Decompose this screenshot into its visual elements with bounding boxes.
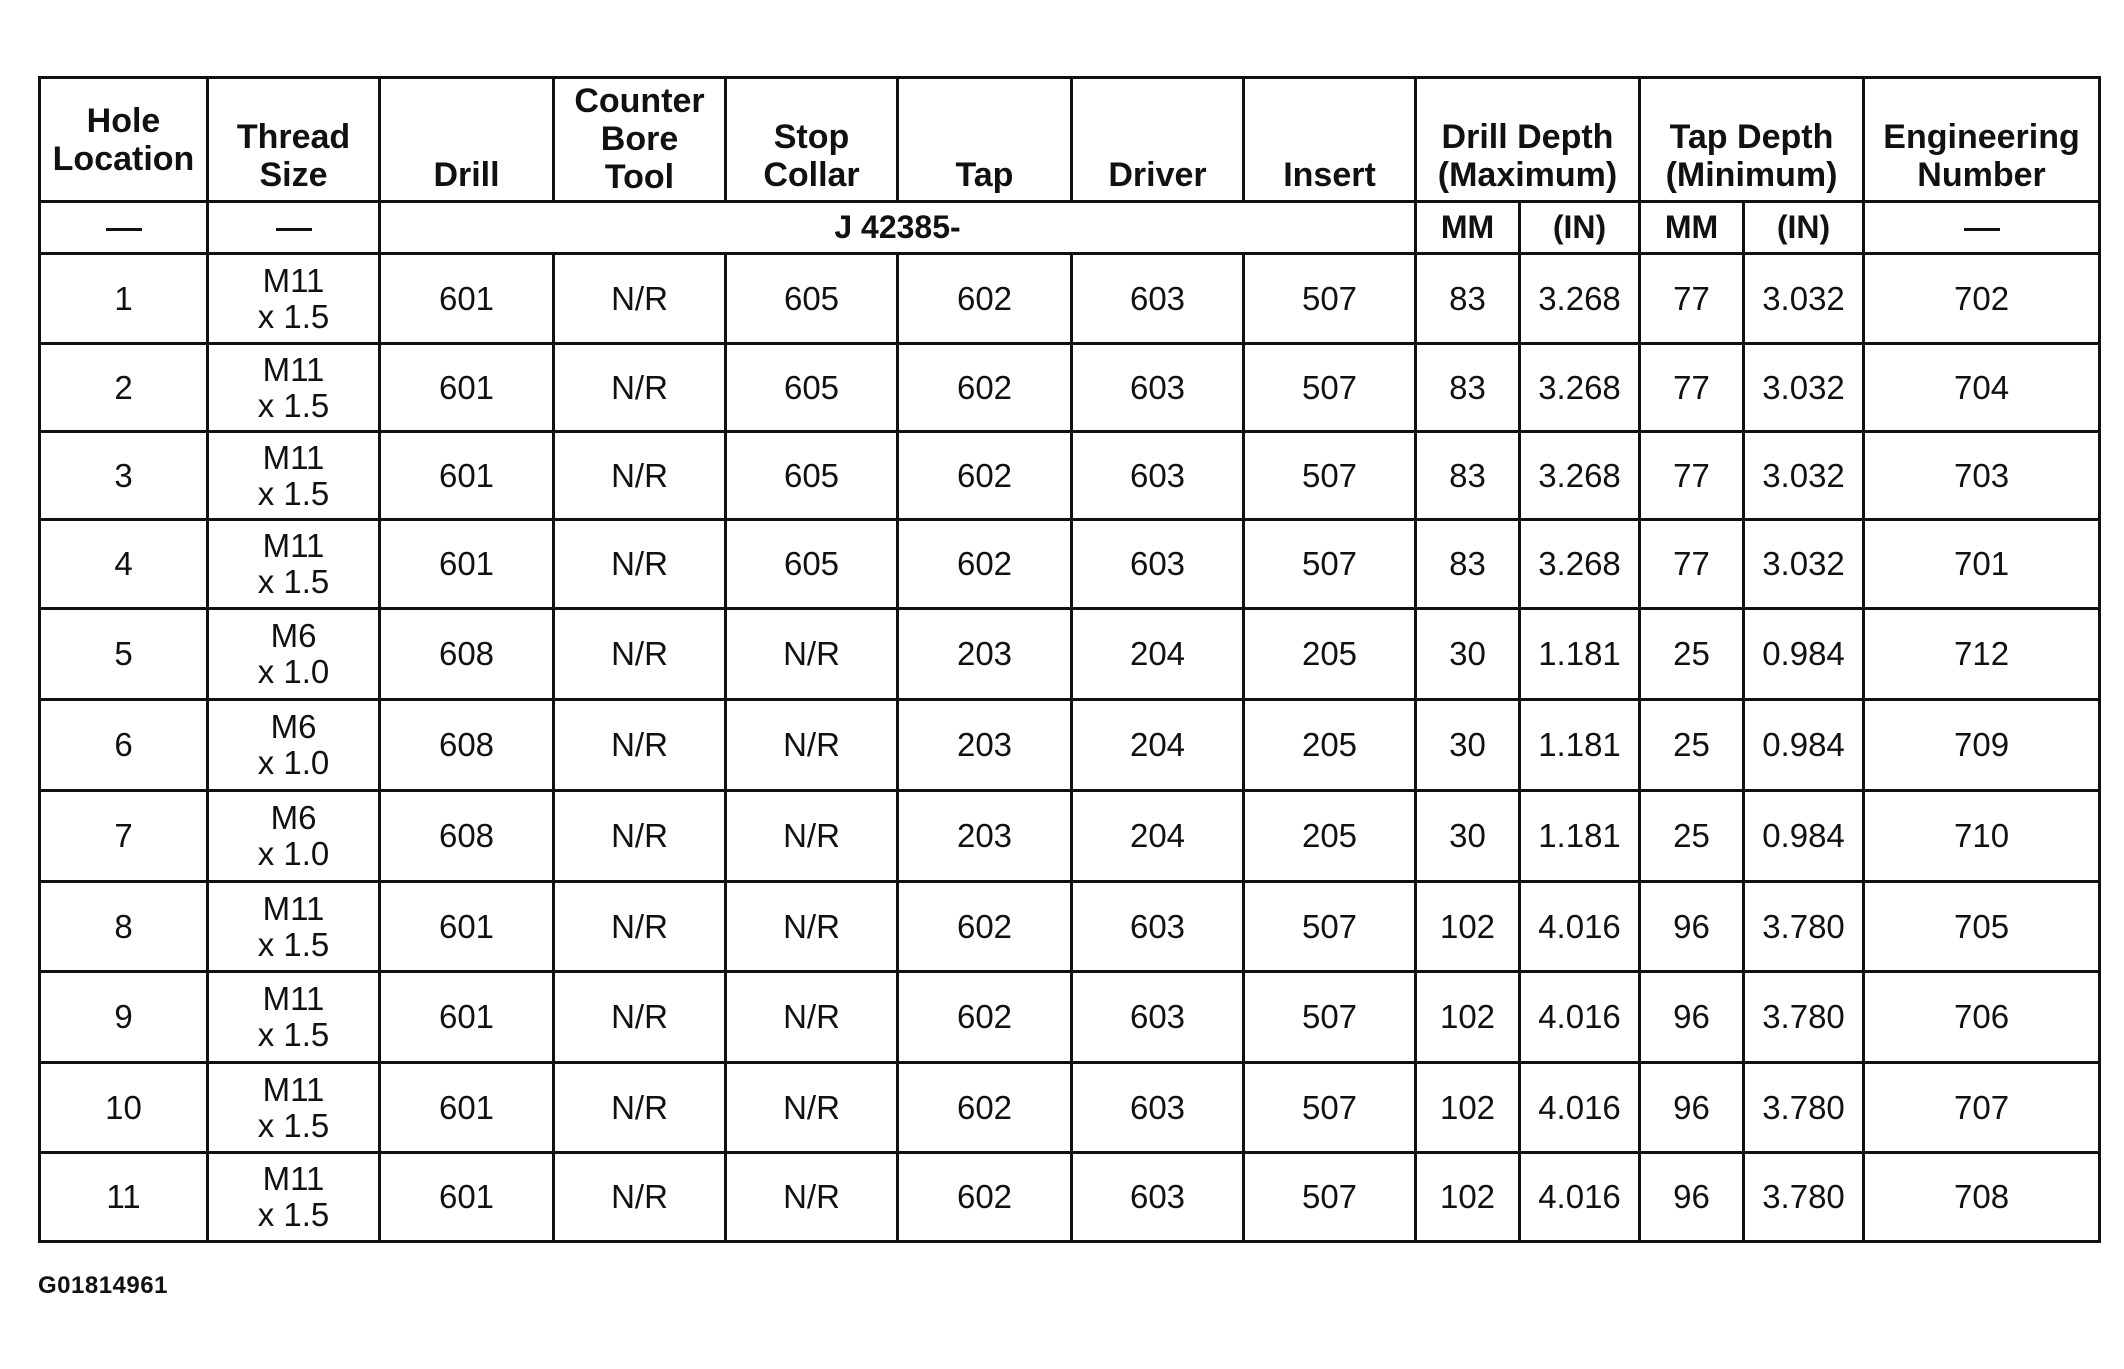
cell-counter-bore-tool: N/R xyxy=(554,520,726,609)
cell-drill-depth-in: 3.268 xyxy=(1520,520,1640,609)
cell-drill-depth-in: 4.016 xyxy=(1520,972,1640,1063)
cell-engineering-number: 706 xyxy=(1864,972,2100,1063)
cell-hole-location: 11 xyxy=(40,1153,208,1242)
cell-engineering-number: 703 xyxy=(1864,432,2100,520)
cell-tap-depth-in: 0.984 xyxy=(1744,791,1864,882)
cell-drill-depth-mm: 102 xyxy=(1416,882,1520,972)
cell-hole-location: 6 xyxy=(40,700,208,791)
cell-stop-collar: 605 xyxy=(726,344,898,432)
cell-engineering-number: 710 xyxy=(1864,791,2100,882)
cell-drill: 608 xyxy=(380,791,554,882)
thread-size-diameter: M6 xyxy=(270,708,317,745)
thread-size-diameter: M6 xyxy=(270,799,317,836)
table-row xyxy=(40,1153,2100,1242)
header-tap: Tap xyxy=(898,78,1072,202)
cell-thread-size xyxy=(208,1153,380,1242)
header-insert: Insert xyxy=(1244,78,1416,202)
thread-size-pitch: x 1.0 xyxy=(257,744,330,781)
cell-counter-bore-tool: N/R xyxy=(554,254,726,344)
cell-stop-collar: N/R xyxy=(726,882,898,972)
subheader-dash-eng xyxy=(1864,202,2100,254)
thread-size-pitch: x 1.5 xyxy=(257,297,330,335)
thread-size-pitch: x 1.5 xyxy=(257,386,330,424)
thread-size-pitch: x 1.5 xyxy=(257,925,330,963)
cell-drill-depth-mm: 83 xyxy=(1416,344,1520,432)
cell-engineering-number: 704 xyxy=(1864,344,2100,432)
header-driver: Driver xyxy=(1072,78,1244,202)
cell-driver: 204 xyxy=(1072,791,1244,882)
cell-tap: 602 xyxy=(898,254,1072,344)
cell-hole-location: 1 xyxy=(40,254,208,344)
table-row xyxy=(40,700,2100,791)
cell-tap-depth-mm: 96 xyxy=(1640,882,1744,972)
subheader-tap-in: (IN) xyxy=(1744,202,1864,254)
thread-size-diameter: M6 xyxy=(270,617,317,654)
cell-counter-bore-tool: N/R xyxy=(554,791,726,882)
thread-size-pitch: x 1.5 xyxy=(257,563,330,600)
thread-size-pitch: x 1.5 xyxy=(257,1196,330,1233)
cell-stop-collar: N/R xyxy=(726,700,898,791)
cell-tap-depth-mm: 96 xyxy=(1640,1153,1744,1242)
cell-tap-depth-in: 3.032 xyxy=(1744,344,1864,432)
cell-hole-location: 7 xyxy=(40,791,208,882)
thread-size-pitch: x 1.0 xyxy=(257,653,330,690)
cell-drill-depth-mm: 83 xyxy=(1416,254,1520,344)
cell-tap: 602 xyxy=(898,432,1072,520)
table-row xyxy=(40,520,2100,609)
cell-thread-size xyxy=(208,972,380,1063)
table-row xyxy=(40,882,2100,972)
cell-thread-size xyxy=(208,254,380,344)
cell-driver: 603 xyxy=(1072,882,1244,972)
cell-engineering-number: 709 xyxy=(1864,700,2100,791)
cell-engineering-number: 702 xyxy=(1864,254,2100,344)
cell-driver: 603 xyxy=(1072,344,1244,432)
header-counter-bore-tool: Counter Bore Tool xyxy=(554,78,726,202)
cell-drill: 608 xyxy=(380,700,554,791)
thread-size-diameter: M11 xyxy=(262,350,325,388)
cell-insert: 507 xyxy=(1244,254,1416,344)
header-drill-depth: Drill Depth (Maximum) xyxy=(1416,78,1640,202)
header-stop-collar: Stop Collar xyxy=(726,78,898,202)
subheader-tool-prefix: J 42385- xyxy=(380,202,1416,254)
thread-size-pitch: x 1.5 xyxy=(257,1106,330,1144)
table-row xyxy=(40,972,2100,1063)
cell-tap-depth-mm: 25 xyxy=(1640,609,1744,700)
cell-drill: 601 xyxy=(380,344,554,432)
header-row xyxy=(40,78,2100,202)
cell-tap: 203 xyxy=(898,609,1072,700)
cell-drill: 601 xyxy=(380,432,554,520)
cell-drill-depth-mm: 30 xyxy=(1416,791,1520,882)
cell-drill-depth-in: 3.268 xyxy=(1520,432,1640,520)
cell-tap-depth-mm: 77 xyxy=(1640,432,1744,520)
thread-size-pitch: x 1.5 xyxy=(257,1016,330,1053)
cell-tap-depth-mm: 96 xyxy=(1640,1063,1744,1153)
cell-hole-location: 2 xyxy=(40,344,208,432)
cell-tap: 203 xyxy=(898,791,1072,882)
cell-thread-size xyxy=(208,1063,380,1153)
header-tap-depth: Tap Depth (Minimum) xyxy=(1640,78,1864,202)
cell-drill: 601 xyxy=(380,1063,554,1153)
cell-counter-bore-tool: N/R xyxy=(554,609,726,700)
cell-hole-location: 8 xyxy=(40,882,208,972)
header-hole-location: Hole Location xyxy=(40,78,208,202)
cell-thread-size xyxy=(208,432,380,520)
cell-engineering-number: 705 xyxy=(1864,882,2100,972)
cell-drill: 601 xyxy=(380,882,554,972)
cell-drill-depth-in: 4.016 xyxy=(1520,882,1640,972)
cell-thread-size xyxy=(208,520,380,609)
cell-thread-size xyxy=(208,700,380,791)
cell-counter-bore-tool: N/R xyxy=(554,1153,726,1242)
cell-tap: 602 xyxy=(898,972,1072,1063)
cell-tap-depth-in: 3.780 xyxy=(1744,1063,1864,1153)
cell-insert: 507 xyxy=(1244,520,1416,609)
cell-stop-collar: 605 xyxy=(726,432,898,520)
cell-drill-depth-in: 1.181 xyxy=(1520,609,1640,700)
cell-drill: 601 xyxy=(380,254,554,344)
thread-size-diameter: M11 xyxy=(262,1070,325,1108)
cell-stop-collar: 605 xyxy=(726,520,898,609)
cell-counter-bore-tool: N/R xyxy=(554,972,726,1063)
cell-drill-depth-in: 4.016 xyxy=(1520,1063,1640,1153)
cell-stop-collar: N/R xyxy=(726,1063,898,1153)
cell-driver: 603 xyxy=(1072,1153,1244,1242)
thread-size-diameter: M11 xyxy=(262,527,325,564)
cell-tap-depth-in: 3.032 xyxy=(1744,432,1864,520)
cell-driver: 603 xyxy=(1072,520,1244,609)
cell-drill-depth-mm: 102 xyxy=(1416,1153,1520,1242)
cell-counter-bore-tool: N/R xyxy=(554,700,726,791)
cell-drill-depth-mm: 30 xyxy=(1416,700,1520,791)
cell-driver: 603 xyxy=(1072,1063,1244,1153)
cell-drill-depth-in: 4.016 xyxy=(1520,1153,1640,1242)
cell-insert: 507 xyxy=(1244,344,1416,432)
cell-tap-depth-in: 3.032 xyxy=(1744,254,1864,344)
thread-size-diameter: M11 xyxy=(262,438,325,476)
cell-tap-depth-mm: 77 xyxy=(1640,520,1744,609)
cell-hole-location: 3 xyxy=(40,432,208,520)
cell-drill-depth-in: 3.268 xyxy=(1520,254,1640,344)
subheader-row xyxy=(40,202,2100,254)
cell-insert: 205 xyxy=(1244,791,1416,882)
cell-driver: 603 xyxy=(1072,432,1244,520)
table-row xyxy=(40,1063,2100,1153)
thread-size-diameter: M11 xyxy=(262,980,325,1017)
cell-tap-depth-mm: 25 xyxy=(1640,700,1744,791)
cell-thread-size xyxy=(208,791,380,882)
dash-mark xyxy=(106,228,142,231)
cell-hole-location: 4 xyxy=(40,520,208,609)
cell-stop-collar: N/R xyxy=(726,972,898,1063)
cell-drill: 601 xyxy=(380,520,554,609)
cell-engineering-number: 707 xyxy=(1864,1063,2100,1153)
dash-mark xyxy=(276,228,312,231)
subheader-tap-mm: MM xyxy=(1640,202,1744,254)
cell-drill: 608 xyxy=(380,609,554,700)
cell-insert: 507 xyxy=(1244,882,1416,972)
cell-stop-collar: N/R xyxy=(726,791,898,882)
cell-insert: 507 xyxy=(1244,1063,1416,1153)
figure-id-caption: G01814961 xyxy=(38,1272,168,1299)
cell-counter-bore-tool: N/R xyxy=(554,1063,726,1153)
cell-tap-depth-mm: 77 xyxy=(1640,344,1744,432)
cell-tap: 602 xyxy=(898,1153,1072,1242)
cell-stop-collar: 605 xyxy=(726,254,898,344)
cell-drill-depth-in: 3.268 xyxy=(1520,344,1640,432)
cell-thread-size xyxy=(208,882,380,972)
spec-sheet xyxy=(38,76,2101,1243)
table-row xyxy=(40,609,2100,700)
cell-thread-size xyxy=(208,609,380,700)
cell-tap-depth-in: 0.984 xyxy=(1744,609,1864,700)
cell-tap-depth-mm: 96 xyxy=(1640,972,1744,1063)
cell-insert: 507 xyxy=(1244,432,1416,520)
cell-drill-depth-mm: 102 xyxy=(1416,972,1520,1063)
dash-mark xyxy=(1964,228,2000,231)
thread-size-pitch: x 1.5 xyxy=(257,474,330,512)
cell-drill: 601 xyxy=(380,972,554,1063)
cell-driver: 603 xyxy=(1072,254,1244,344)
cell-engineering-number: 712 xyxy=(1864,609,2100,700)
cell-drill-depth-mm: 102 xyxy=(1416,1063,1520,1153)
cell-tap: 203 xyxy=(898,700,1072,791)
table-row xyxy=(40,344,2100,432)
subheader-drill-mm: MM xyxy=(1416,202,1520,254)
cell-drill-depth-mm: 83 xyxy=(1416,520,1520,609)
cell-drill: 601 xyxy=(380,1153,554,1242)
cell-drill-depth-in: 1.181 xyxy=(1520,700,1640,791)
header-engineering-number: Engineering Number xyxy=(1864,78,2100,202)
header-thread-size: Thread Size xyxy=(208,78,380,202)
cell-counter-bore-tool: N/R xyxy=(554,882,726,972)
cell-engineering-number: 701 xyxy=(1864,520,2100,609)
cell-hole-location: 5 xyxy=(40,609,208,700)
cell-tap-depth-in: 3.780 xyxy=(1744,882,1864,972)
cell-driver: 603 xyxy=(1072,972,1244,1063)
subheader-drill-in: (IN) xyxy=(1520,202,1640,254)
thread-size-diameter: M11 xyxy=(262,261,325,299)
cell-insert: 507 xyxy=(1244,1153,1416,1242)
cell-tap: 602 xyxy=(898,882,1072,972)
cell-insert: 205 xyxy=(1244,609,1416,700)
cell-engineering-number: 708 xyxy=(1864,1153,2100,1242)
thread-size-pitch: x 1.0 xyxy=(257,835,330,872)
cell-drill-depth-mm: 30 xyxy=(1416,609,1520,700)
cell-tap-depth-mm: 77 xyxy=(1640,254,1744,344)
cell-tap-depth-in: 3.780 xyxy=(1744,972,1864,1063)
cell-tap-depth-in: 0.984 xyxy=(1744,700,1864,791)
hole-insert-table xyxy=(38,76,2101,1243)
cell-driver: 204 xyxy=(1072,609,1244,700)
cell-hole-location: 10 xyxy=(40,1063,208,1153)
cell-tap-depth-in: 3.032 xyxy=(1744,520,1864,609)
table-row xyxy=(40,254,2100,344)
subheader-dash-hole xyxy=(40,202,208,254)
cell-insert: 507 xyxy=(1244,972,1416,1063)
cell-stop-collar: N/R xyxy=(726,609,898,700)
cell-counter-bore-tool: N/R xyxy=(554,432,726,520)
thread-size-diameter: M11 xyxy=(262,889,325,927)
table-row xyxy=(40,791,2100,882)
cell-tap: 602 xyxy=(898,344,1072,432)
thread-size-diameter: M11 xyxy=(262,1160,325,1197)
cell-tap: 602 xyxy=(898,520,1072,609)
header-drill: Drill xyxy=(380,78,554,202)
cell-stop-collar: N/R xyxy=(726,1153,898,1242)
cell-thread-size xyxy=(208,344,380,432)
cell-tap-depth-mm: 25 xyxy=(1640,791,1744,882)
table-row xyxy=(40,432,2100,520)
cell-tap: 602 xyxy=(898,1063,1072,1153)
cell-hole-location: 9 xyxy=(40,972,208,1063)
cell-drill-depth-in: 1.181 xyxy=(1520,791,1640,882)
cell-counter-bore-tool: N/R xyxy=(554,344,726,432)
cell-tap-depth-in: 3.780 xyxy=(1744,1153,1864,1242)
cell-driver: 204 xyxy=(1072,700,1244,791)
subheader-dash-thread xyxy=(208,202,380,254)
cell-insert: 205 xyxy=(1244,700,1416,791)
cell-drill-depth-mm: 83 xyxy=(1416,432,1520,520)
